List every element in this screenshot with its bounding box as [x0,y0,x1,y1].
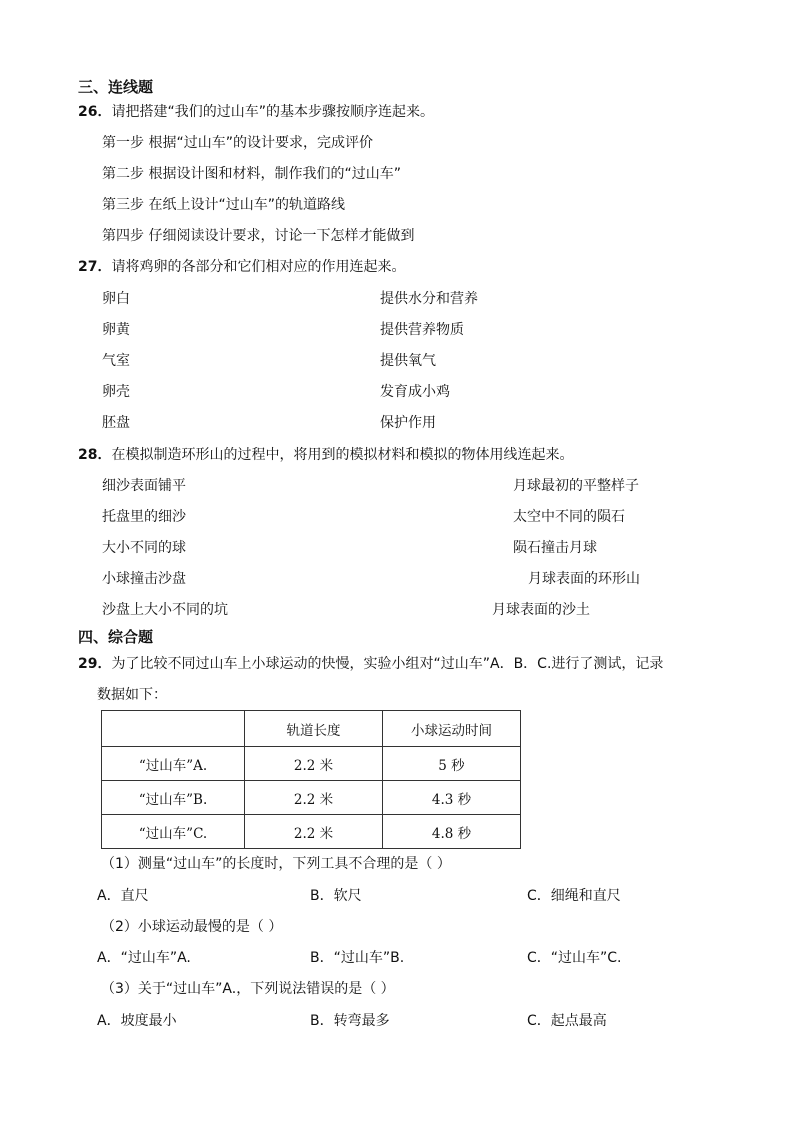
subquestion-1: （1）测量“过山车”的长度时，下列工具不合理的是（ ） [101,856,451,872]
match-right-item: 提供营养物质 [380,322,464,338]
option-c: C．起点最高 [527,1013,607,1029]
option-c: C．细绳和直尺 [527,888,621,904]
step-item: 第二步 根据设计图和材料，制作我们的“过山车” [102,166,401,182]
match-left-item: 托盘里的细沙 [102,509,186,525]
subquestion-3: （3）关于“过山车”A.，下列说法错误的是（ ） [101,981,395,997]
match-right-item: 发育成小鸡 [380,384,450,400]
question-number: 29． [78,656,112,672]
match-left-item: 卵白 [102,291,130,307]
question-26 [78,103,434,121]
question-text: 为了比较不同过山车上小球运动的快慢，实验小组对“过山车”A．B．C.进行了测试，记录 [111,656,664,672]
option-a: A．坡度最小 [97,1013,177,1029]
option-a: A．“过山车”A. [97,950,191,966]
match-right-item: 月球最初的平整样子 [513,478,639,494]
match-left-item: 大小不同的球 [102,540,186,556]
table-cell: “过山车”B. [102,781,245,815]
table-row [102,781,521,815]
match-left-item: 细沙表面铺平 [102,478,186,494]
table-header-cell [102,711,245,747]
match-left-item: 小球撞击沙盘 [102,571,186,587]
data-table [101,710,521,849]
table-cell: “过山车”C. [102,815,245,849]
match-right-item: 提供水分和营养 [380,291,478,307]
match-left-item: 卵黄 [102,322,130,338]
table-cell: 2.2 米 [245,815,383,849]
question-text: 在模拟制造环形山的过程中，将用到的模拟材料和模拟的物体用线连起来。 [111,447,574,463]
question-text: 请将鸡卵的各部分和它们相对应的作用连起来。 [111,259,406,275]
question-text-continued: 数据如下： [97,687,167,703]
table-cell: 4.8 秒 [383,815,521,849]
table-header-cell: 小球运动时间 [383,711,521,747]
step-item: 第一步 根据“过山车”的设计要求，完成评价 [102,135,373,151]
question-text: 请把搭建“我们的过山车”的基本步骤按顺序连起来。 [111,104,434,120]
question-29 [78,655,663,673]
table-cell: 2.2 米 [245,747,383,781]
step-item: 第四步 仔细阅读设计要求，讨论一下怎样才能做到 [102,228,415,244]
match-right-item: 月球表面的环形山 [528,571,640,587]
match-left-item: 沙盘上大小不同的坑 [102,602,228,618]
step-item: 第三步 在纸上设计“过山车”的轨道路线 [102,197,345,213]
option-b: B．转弯最多 [310,1013,390,1029]
table-row [102,747,521,781]
question-number: 28． [78,447,112,463]
table-cell: 2.2 米 [245,781,383,815]
question-27 [78,258,405,276]
match-right-item: 陨石撞击月球 [513,540,597,556]
table-cell: 5 秒 [383,747,521,781]
section-title-3: 三、连线题 [78,78,154,96]
match-right-item: 保护作用 [380,415,436,431]
table-cell: 4.3 秒 [383,781,521,815]
option-b: B．软尺 [310,888,362,904]
match-right-item: 提供氧气 [380,353,436,369]
match-left-item: 胚盘 [102,415,130,431]
match-left-item: 卵壳 [102,384,130,400]
section-title-4: 四、综合题 [78,628,154,646]
question-number: 27． [78,259,112,275]
question-28 [78,446,573,464]
match-left-item: 气室 [102,353,130,369]
match-right-item: 月球表面的沙土 [492,602,590,618]
table-cell: “过山车”A. [102,747,245,781]
table-header-row [102,711,521,747]
question-number: 26． [78,104,112,120]
option-b: B．“过山车”B. [310,950,405,966]
subquestion-2: （2）小球运动最慢的是（ ） [101,919,283,935]
option-a: A．直尺 [97,888,149,904]
table-row [102,815,521,849]
option-c: C．“过山车”C. [527,950,622,966]
table-header-cell: 轨道长度 [245,711,383,747]
match-right-item: 太空中不同的陨石 [513,509,625,525]
